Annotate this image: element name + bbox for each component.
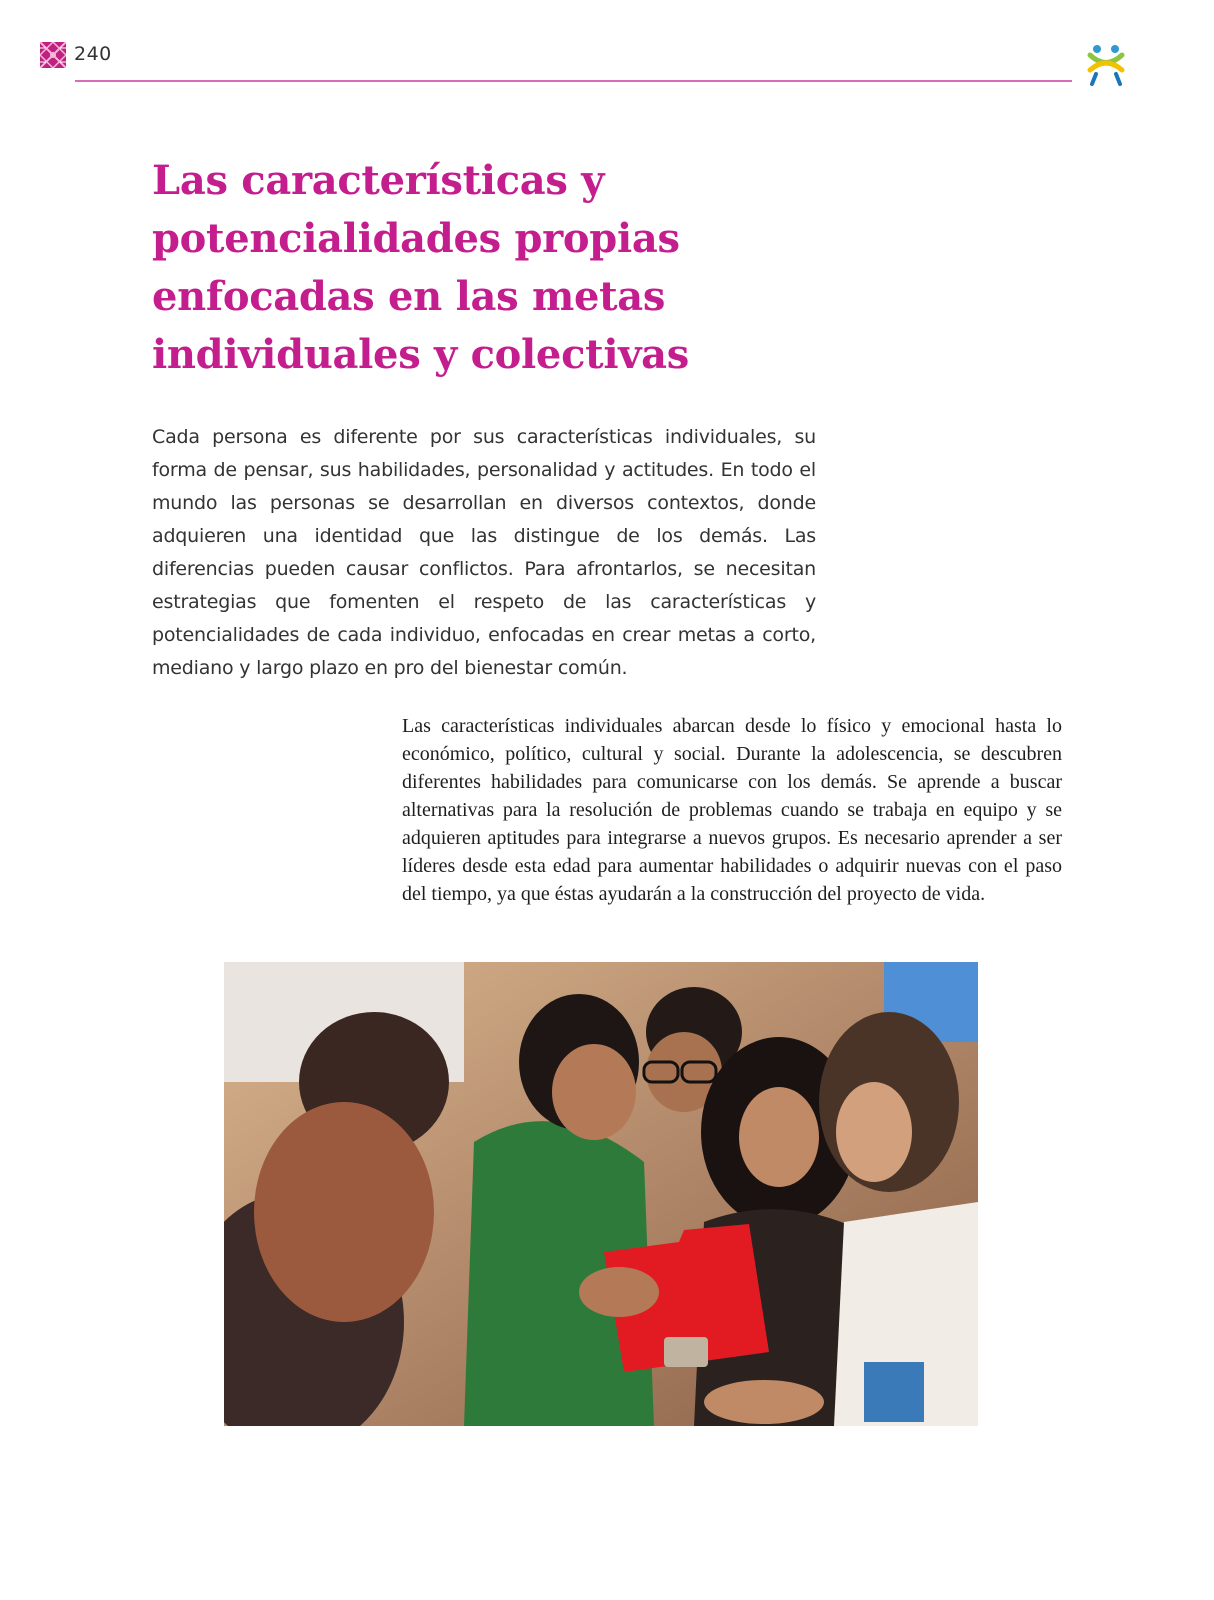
- group-photo: [224, 962, 978, 1426]
- body-paragraph: Las características individuales abarcan desde lo físico y emocional hasta lo económico, político, cultural y social. Durante la adolescencia, se descubren diferentes habilidades para comunicarse con los demás. Se aprende a buscar alternativas para la resolución de problemas cuando se trabaja en equipo y se adquieren aptitudes para integrarse a nuevos grupos. Es necesario aprender a ser líderes desde esta edad para aumentar habilidades o adquirir nuevas con el paso del tiempo, ya que éstas ayudarán a la construcción del proyecto de vida.: [402, 715, 1062, 905]
- group-of-teenagers-working-together-icon: [224, 962, 978, 1426]
- page-title: Las características y potencialidades propias enfocadas en las metas individuales y colectivas: [152, 157, 689, 378]
- intro-paragraph: Cada persona es diferente por sus características individuales, su forma de pensar, sus habilidades, personalidad y actitudes. En todo el mundo las personas se desarrollan en diversos contextos, donde adquieren una identidad que las distingue de los demás. Las diferencias pueden causar conflictos. Para afrontarlos, se necesitan estrategias que fomenten el respeto de las características y potencialidades de cada individuo, enfocadas en crear metas a corto, mediano y largo plazo en pro del bienestar común.: [152, 426, 816, 679]
- header-rule: [75, 80, 1072, 82]
- colored-interlocked-figures-logo-icon: [1082, 40, 1130, 88]
- page-number: 240: [74, 43, 112, 65]
- page-header: [0, 0, 1214, 100]
- pink-textile-pattern-icon: [40, 42, 66, 68]
